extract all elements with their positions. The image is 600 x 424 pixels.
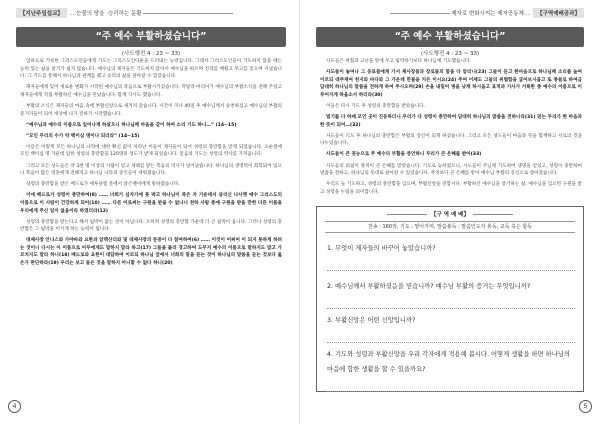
right-page	[300, 0, 600, 424]
question-number: 4.	[327, 351, 334, 358]
title-rule	[473, 214, 513, 215]
scripture-quote: “예수님과 예수의 이름으로 일어나게 하셨으니 하나님께 마음을 같이 하여 소리 기도 하니…” (14~15)	[26, 122, 237, 128]
body-paragraph: 사도들은 위협과 고난을 앞에 두고 핍박하기보다 하나님께 기도했습니다.	[326, 59, 471, 64]
body-paragraph: 그리고 모든 성도들은 약 3천 명 이상의 사람이 믿고 세례를 받는 복음의 역사가 일어났습니다. 하나님의 생명력이 회복되어 있으니 복음이 많은 영혼에게 전해지고 하나님 나라의 증인들이 세워졌습니다.	[20, 163, 282, 177]
scripture-quote: 이에 베드로가 성령이 충만하여(8) …… 너희가 십자가에 못 박고 하나님이 죽은 자 가운데서 살리신 나사렛 예수 그리스도의 이름으로 이 사람이 건강하게 되어(10) …… 다른 이로써는 구원을 받을 수 없나니 천하 사람 중에 구원을 받을 만한 다른 이름을 우리에게 주신 일이 없음이라 하였더라(12)	[20, 193, 282, 214]
title-rule	[387, 214, 427, 215]
answer-line[interactable]	[327, 294, 575, 309]
small-group-study-box	[316, 206, 584, 392]
scripture-quote: “모인 무리의 수가 약 백이십 명이나 되더라” (14~15)	[26, 133, 140, 139]
body-paragraph: 사도들이 기도 후 하나님의 충만함은 부활의 증인이 되게 하셨습니다. 그리고 모든 성도들이 마음과 뜻을 함께하고 서로의 것을 나누었습니다.	[320, 133, 582, 147]
question-number: 1.	[327, 245, 334, 252]
left-header-label: 【지난주일설교】	[16, 8, 67, 18]
answer-line[interactable]	[327, 256, 575, 271]
study-question	[327, 313, 575, 343]
scripture-reference: (사도행전 4 : 23 ~ 33)	[420, 51, 480, 57]
right-header-text: 제자로 변화시켜는 제자공동체…	[451, 11, 530, 17]
header-rule	[143, 13, 233, 14]
study-title-banner: “주 예수 부활하셨습니다”	[316, 27, 584, 47]
question-text: 무엇이 제자들의 바꾸어 놓았습니까?	[335, 245, 436, 252]
body-paragraph: 우리도 늘 기도하고, 성령의 충만함을 입으며, 부활신앙을 전합시다. 부활하신 예수님을 증거하는 삶, 예수님을 입으면 구원을 받고 성령을 누림을 의미합니다.	[320, 182, 582, 195]
sermon-body-continued	[320, 58, 582, 200]
question-text: 예수님께서 부활하셨음을 믿습니까? 예수님 부활의 증거는 무엇입니까?	[335, 283, 531, 290]
body-paragraph: 엄하으로 거룩한 그리스도인들에게 기도는 그리스도인다운을 드러내는 능력입니다. 그래서 그리스도인들이 기도하지 않을 때는 능력 있는 삶을 살기가 쉽지 않습니다. 예수님의 제자들은 기도하지 않아서 예수님을 따르며 진리를 배웠고 무고를 믿으며 지냈습니다. 그 기도를 통해서 하나님과 관계를 맺고 승리의 삶을 살아갈 수 있었습니다.	[20, 59, 282, 80]
right-running-header	[390, 8, 587, 18]
body-paragraph: 사도들의 외침이 목적이 큰 은혜를 받았습니다. 기도로 능하였으니, 사도들이 주님께 기도하여 생명을 얻었고, 성령이 충만하여 말씀을 전하고, 하나님의 뜻대로 살아갈 수 있었습니다. 무엇보다 큰 은혜를 받아 예수님 부활의 증인으로 살아갔습니다.	[320, 163, 582, 177]
body-paragraph: 성령의 충만함을 받은 베드로가 예루살렘 문에서 앉은뱅이에게 말하였습니다.	[26, 182, 180, 188]
page-number: 4	[8, 400, 21, 413]
body-paragraph: 제자들에게 있어 새로운 변화가 시작된 예수님의 죽음으로 부활시키셨습니다. 막달라 마리아가 예수님의 부활소식을 전해 주었고 제자들에게 직접 부활하신 예수님을 만났습니다. 함께 식사도 했습니다.	[20, 85, 282, 98]
study-question	[327, 279, 575, 309]
header-rule	[390, 13, 450, 14]
question-text: 기도와 성령과 부활신앙을 우리 각자에게 적용해 봅시다. 어떻게 생활을 하면 하나님의 마음에 합한 생활을 할 수 있을까요?	[327, 351, 570, 373]
answer-line[interactable]	[327, 377, 575, 392]
scripture-quote: 사도들이 큰 권능으로 주 예수의 부활을 증언하니 무리가 큰 은혜를 받아(33)	[326, 152, 482, 158]
worship-order-line: 찬송 : 160장, 기도 : 맡아가며, 말씀봉독 : 말씀인도자 봉독, 교독 혹은 합독	[325, 221, 575, 233]
study-box-title: 【구 역 예 배】	[317, 210, 583, 218]
study-question	[327, 241, 575, 271]
right-header-label: 【구역예배공과】	[533, 8, 584, 18]
scripture-quote: 대제사장 안나스와 가야바와 요한과 알렉산더와 및 대제사장의 문중이 다 참여하여(6) …… 이것이 어찌어 이 되지 못하게 하려는 것이니 다시는 이 이름으로 아무에게도 말하지 말라 하고(17) 그들을 불러 경고하여 도무지 예수의 이름으로 말하지도 말고 가르치지도 말라 하니(18) 베드로와 요한이 대답하여 이르되 하나님 앞에서 너희의 말을 듣는 것이 하나님의 말씀을 듣는 것보다 옳은가 판단하라(19) 우리는 보고 들은 것을 말하지 아니할 수 없다 하니(20)	[20, 238, 282, 267]
body-paragraph: 부활의 소식은 제자들의 마음 속에 부활신앙으로 새겨져 갔습니다. 시간이 지나 40일 후 예수님께서 승천하셨고 예수님의 부활의 증거자들이 되어 세상에 나가 전하기 시작했습니다.	[20, 103, 282, 117]
scripture-quote: 사도들이 놓여나 그 동료들에게 가서 제사장들과 장로들의 말을 다 알리니(23) 그들이 듣고 한마음으로 하나님께 소리를 높여 이르되 대주재여 천지와 바다와 그 가운데 만물을 지은 이시요(24) 주여 이제도 그들의 위협함을 굽어보시옵고 또 종들로 하여금 담대히 하나님의 말씀을 전하게 하여 주시오며(29) 손을 내밀어 병을 낫게 하시옵고 표적과 기사가 거룩한 종 예수의 이름으로 이루어지게 하옵소서 하더라(30)	[320, 70, 582, 98]
study-question	[327, 347, 575, 392]
scripture-quote: 빌기를 다 하매 모인 곳이 진동하더니 무리가 다 성령이 충만하여 담대히 하나님의 말씀을 전하니라(31) 믿는 무리가 한 마음과 한 뜻이 되어…(32)	[320, 115, 582, 128]
sermon-title: “주 예수 부활하셨습니다”	[16, 27, 286, 47]
body-paragraph: 성령의 충만함을 받는다고 해서 핍박이 없는 것이 아닙니다. 오히려 성령의 충만함 가운데 더 큰 핍박이 옵니다. 그러나 성령의 충만함은 그 핍박을 이기게 하는 능력이 됩니다.	[20, 219, 282, 233]
page-number: 5	[579, 400, 592, 413]
question-number: 2.	[327, 283, 334, 290]
question-number: 3.	[327, 317, 334, 324]
question-text: 부활신앙은 어떤 신앙입니까?	[335, 317, 416, 324]
sermon-body	[20, 58, 282, 391]
scripture-reference: (사도행전 4 : 23 ~ 33)	[121, 51, 181, 57]
body-paragraph: 이름은 이렇게 모든 하나님의 나라에 대한 확신 없이 자라난 이들이 제자들이 되어 성령의 충만함을 받게 되었습니다. 오순절에 모인 백이십 명 가운데 임한 성령의 충만함을 120명의 성도가 받게 되었습니다. 믿음의 기도는 성령의 역사를 가져옵니다.	[20, 144, 282, 158]
left-header-text: …눈물의 땅을 ·승리하는 문활	[70, 11, 142, 17]
left-running-header	[14, 8, 233, 18]
answer-line[interactable]	[327, 328, 575, 343]
body-paragraph: 이들은 다시 기도 후 성령의 충만함을 받았습니다.	[326, 103, 425, 109]
